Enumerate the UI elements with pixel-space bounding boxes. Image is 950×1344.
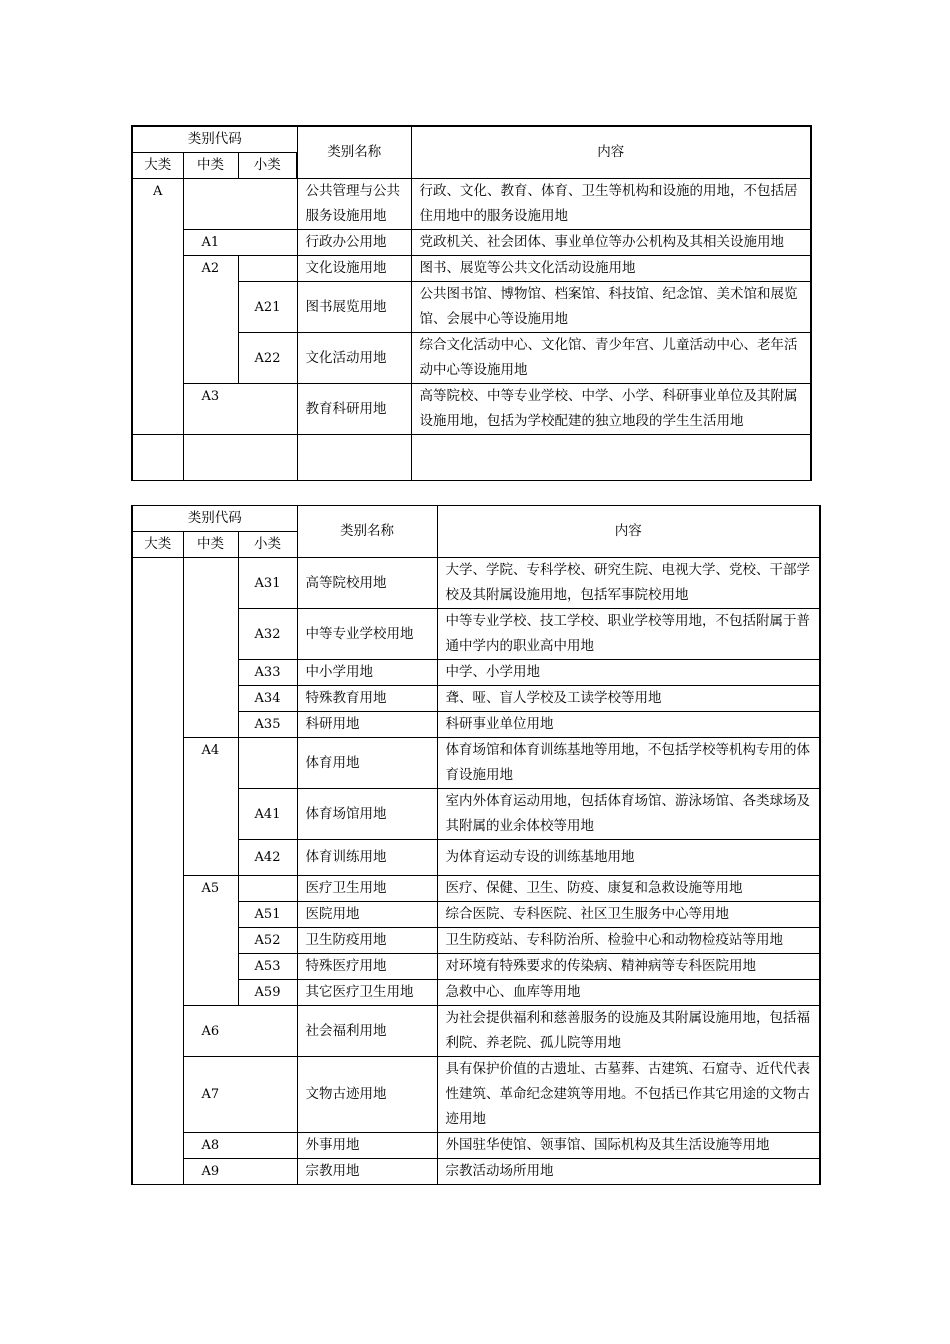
category-name: 医疗卫生用地: [297, 876, 437, 902]
category-name: 科研用地: [297, 712, 437, 738]
category-name: 文物古迹用地: [297, 1057, 437, 1133]
category-name: 外事用地: [297, 1133, 437, 1159]
category-desc: 中学、小学用地: [437, 660, 820, 686]
header-major: 大类: [132, 153, 183, 179]
category-name: 高等院校用地: [297, 558, 437, 609]
category-desc: 宗教活动场所用地: [437, 1159, 820, 1185]
category-desc: 综合医院、专科医院、社区卫生服务中心等用地: [437, 902, 820, 928]
category-desc: 行政、文化、教育、体育、卫生等机构和设施的用地，不包括居住用地中的服务设施用地: [411, 179, 811, 230]
category-desc: 为社会提供福利和慈善服务的设施及其附属设施用地，包括福利院、养老院、孤儿院等用地: [437, 1006, 820, 1057]
code-medium: A6: [183, 1006, 297, 1057]
empty-cell: [183, 435, 297, 481]
category-desc: 大学、学院、专科学校、研究生院、电视大学、党校、干部学校及其附属设施用地，包括军事院校用地: [437, 558, 820, 609]
code-medium: A5: [183, 876, 238, 1006]
empty-cell: [132, 558, 183, 1185]
category-desc: 为体育运动专设的训练基地用地: [437, 840, 820, 876]
header-content: 内容: [437, 506, 820, 558]
code-medium: A4: [183, 738, 238, 876]
empty-cell: [297, 435, 411, 481]
code-medium: A9: [183, 1159, 297, 1185]
empty-cell: [411, 435, 811, 481]
header-medium: 中类: [183, 153, 238, 179]
code-minor: A22: [238, 333, 297, 384]
category-desc: 医疗、保健、卫生、防疫、康复和急救设施等用地: [437, 876, 820, 902]
header-name: 类别名称: [297, 126, 411, 179]
category-desc: 室内外体育运动用地，包括体育场馆、游泳场馆、各类球场及其附属的业余体校等用地: [437, 789, 820, 840]
category-desc: 中等专业学校、技工学校、职业学校等用地，不包括附属于普通中学内的职业高中用地: [437, 609, 820, 660]
header-major: 大类: [132, 532, 183, 558]
category-name: 教育科研用地: [297, 384, 411, 435]
code-minor: A34: [238, 686, 297, 712]
category-desc: 具有保护价值的古遗址、古墓葬、古建筑、石窟寺、近代代表性建筑、革命纪念建筑等用地。不包括已作其它用途的文物古迹用地: [437, 1057, 820, 1133]
empty-cell: [183, 179, 297, 230]
category-desc: 外国驻华使馆、领事馆、国际机构及其生活设施等用地: [437, 1133, 820, 1159]
category-desc: 聋、哑、盲人学校及工读学校等用地: [437, 686, 820, 712]
category-name: 中小学用地: [297, 660, 437, 686]
category-name: 图书展览用地: [297, 282, 411, 333]
category-desc: 公共图书馆、博物馆、档案馆、科技馆、纪念馆、美术馆和展览馆、会展中心等设施用地: [411, 282, 811, 333]
code-minor: A53: [238, 954, 297, 980]
header-content: 内容: [411, 126, 811, 179]
category-name: 其它医疗卫生用地: [297, 980, 437, 1006]
code-medium: A3: [183, 384, 297, 435]
land-use-table-part-1: [131, 125, 812, 481]
code-minor: A31: [238, 558, 297, 609]
category-desc: 卫生防疫站、专科防治所、检验中心和动物检疫站等用地: [437, 928, 820, 954]
header-name: 类别名称: [297, 506, 437, 558]
code-medium: A2: [183, 256, 238, 384]
category-name: 体育训练用地: [297, 840, 437, 876]
category-name: 公共管理与公共服务设施用地: [297, 179, 411, 230]
category-name: 医院用地: [297, 902, 437, 928]
category-name: 卫生防疫用地: [297, 928, 437, 954]
code-major: A: [132, 179, 183, 435]
code-minor: A51: [238, 902, 297, 928]
code-medium: A1: [183, 230, 297, 256]
header-minor: 小类: [238, 532, 297, 558]
category-desc: 科研事业单位用地: [437, 712, 820, 738]
category-name: 宗教用地: [297, 1159, 437, 1185]
header-code-group: 类别代码: [132, 506, 297, 532]
code-minor: A32: [238, 609, 297, 660]
category-desc: 综合文化活动中心、文化馆、青少年宫、儿童活动中心、老年活动中心等设施用地: [411, 333, 811, 384]
code-medium: A7: [183, 1057, 297, 1133]
category-desc: 体育场馆和体育训练基地等用地，不包括学校等机构专用的体育设施用地: [437, 738, 820, 789]
header-medium: 中类: [183, 532, 238, 558]
code-minor: A59: [238, 980, 297, 1006]
category-name: 文化活动用地: [297, 333, 411, 384]
code-minor: A52: [238, 928, 297, 954]
header-minor: 小类: [238, 153, 297, 179]
empty-cell: [183, 558, 238, 738]
category-name: 社会福利用地: [297, 1006, 437, 1057]
category-name: 特殊教育用地: [297, 686, 437, 712]
land-use-table-part-2: [131, 505, 821, 1185]
category-desc: 高等院校、中等专业学校、中学、小学、科研事业单位及其附属设施用地，包括为学校配建的独立地段的学生生活用地: [411, 384, 811, 435]
header-code-group: 类别代码: [132, 126, 297, 153]
category-desc: 对环境有特殊要求的传染病、精神病等专科医院用地: [437, 954, 820, 980]
category-name: 体育场馆用地: [297, 789, 437, 840]
empty-cell: [132, 435, 183, 481]
code-minor: A42: [238, 840, 297, 876]
category-name: 文化设施用地: [297, 256, 411, 282]
category-name: 特殊医疗用地: [297, 954, 437, 980]
category-desc: 急救中心、血库等用地: [437, 980, 820, 1006]
category-name: 中等专业学校用地: [297, 609, 437, 660]
category-desc: 党政机关、社会团体、事业单位等办公机构及其相关设施用地: [411, 230, 811, 256]
empty-cell: [238, 876, 297, 902]
code-minor: A21: [238, 282, 297, 333]
empty-cell: [238, 256, 297, 282]
category-name: 体育用地: [297, 738, 437, 789]
category-name: 行政办公用地: [297, 230, 411, 256]
code-medium: A8: [183, 1133, 297, 1159]
code-minor: A41: [238, 789, 297, 840]
code-minor: A33: [238, 660, 297, 686]
empty-cell: [238, 738, 297, 789]
category-desc: 图书、展览等公共文化活动设施用地: [411, 256, 811, 282]
code-minor: A35: [238, 712, 297, 738]
